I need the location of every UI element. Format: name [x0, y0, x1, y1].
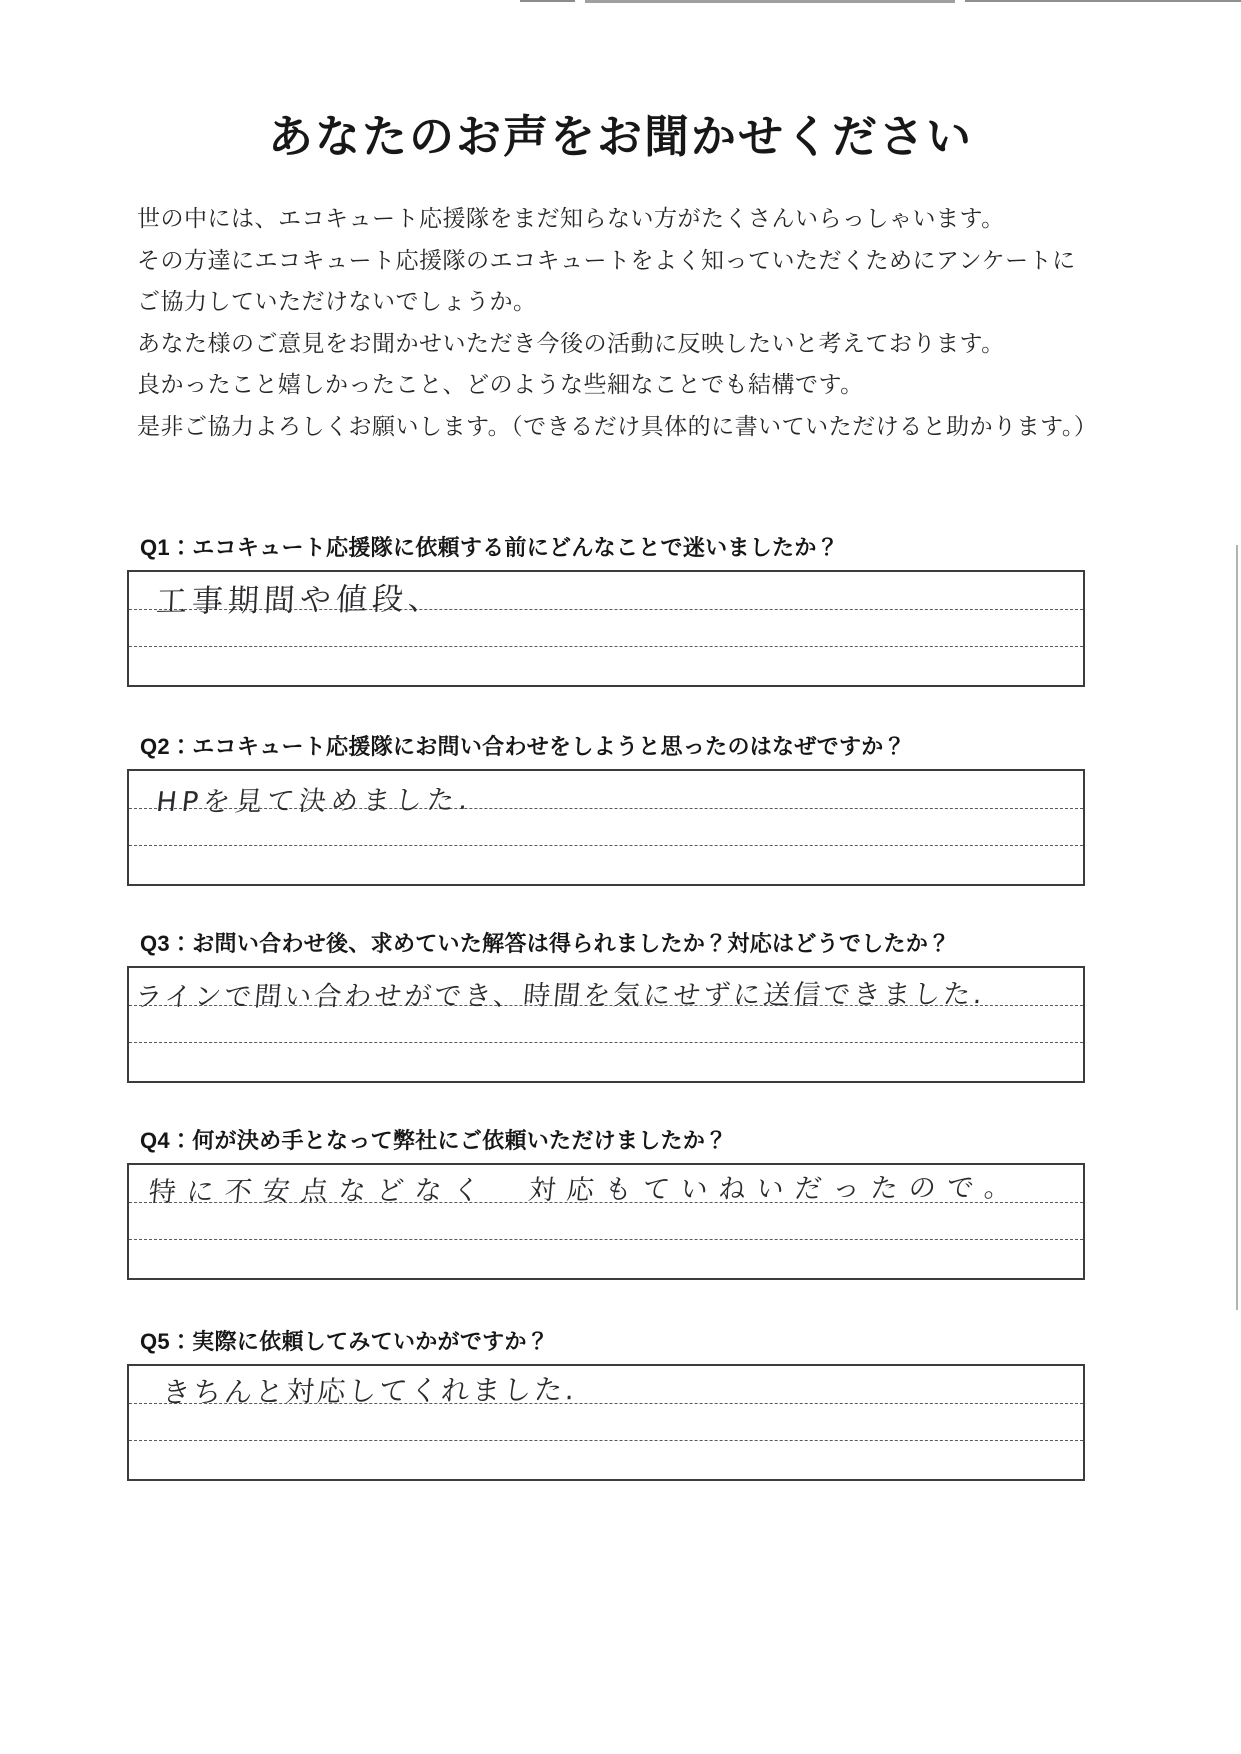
- question-block-q1: [127, 531, 1085, 687]
- intro-line-1: 世の中には、エコキュート応援隊をまだ知らない方がたくさんいらっしゃいます。: [137, 205, 1005, 231]
- handwritten-answer-q4: 特に不安点などなく 対応もていねいだったので。: [147, 1172, 1024, 1209]
- intro-paragraph: [137, 198, 1137, 447]
- handwritten-answer-q5: きちんと対応してくれました.: [160, 1373, 579, 1410]
- handwritten-answer-q2: HPを見て決めました.: [154, 784, 475, 819]
- handwritten-answer-q1: 工事期間や値段、: [155, 580, 445, 621]
- page-title: あなたのお声をお聞かせください: [267, 111, 973, 162]
- scan-artifact: [520, 0, 575, 2]
- question-block-q3: [127, 927, 1085, 1083]
- question-block-q5: [127, 1325, 1085, 1481]
- answer-box-q3: [127, 966, 1085, 1083]
- scan-artifact: [965, 0, 1241, 2]
- question-label-q2: Q2：エコキュート応援隊にお問い合わせをしようと思ったのはなぜですか？: [140, 734, 906, 759]
- question-label-q4: Q4：何が決め手となって弊社にご依頼いただけましたか？: [140, 1128, 728, 1153]
- question-label-q1: Q1：エコキュート応援隊に依頼する前にどんなことで迷いましたか？: [140, 535, 839, 560]
- intro-line-2: その方達にエコキュート応援隊のエコキュートをよく知っていただくためにアンケートに: [137, 246, 1076, 273]
- scan-artifact: [585, 0, 955, 3]
- intro-line-3: ご協力していただけないでしょうか。: [137, 288, 537, 314]
- answer-box-q2: [127, 769, 1085, 886]
- answer-line: [129, 647, 1083, 685]
- handwritten-answer-q3: ラインで問い合わせができ、時間を気にせずに送信できました.: [133, 979, 987, 1014]
- answer-box-q4: [127, 1163, 1085, 1280]
- question-block-q2: [127, 730, 1085, 886]
- intro-line-4: あなた様のご意見をお聞かせいただき今後の活動に反映したいと考えております。: [137, 329, 1005, 356]
- answer-line: [129, 1240, 1083, 1278]
- answer-box-q5: [127, 1364, 1085, 1481]
- question-label-q3: Q3：お問い合わせ後、求めていた解答は得られましたか？対応はどうでしたか？: [140, 931, 951, 956]
- question-block-q4: [127, 1124, 1085, 1280]
- answer-line: [129, 1441, 1083, 1479]
- intro-line-5: 良かったこと嬉しかったこと、どのような些細なことでも結構です。: [137, 371, 864, 397]
- scan-artifact: [1236, 545, 1238, 1310]
- question-label-q5: Q5：実際に依頼してみていかがですか？: [140, 1329, 550, 1354]
- answer-box-q1: [127, 570, 1085, 687]
- answer-line: [129, 1043, 1083, 1081]
- intro-line-6: 是非ご協力よろしくお願いします。（できるだけ具体的に書いていただけると助かります。）: [137, 412, 1098, 439]
- answer-line: [129, 846, 1083, 884]
